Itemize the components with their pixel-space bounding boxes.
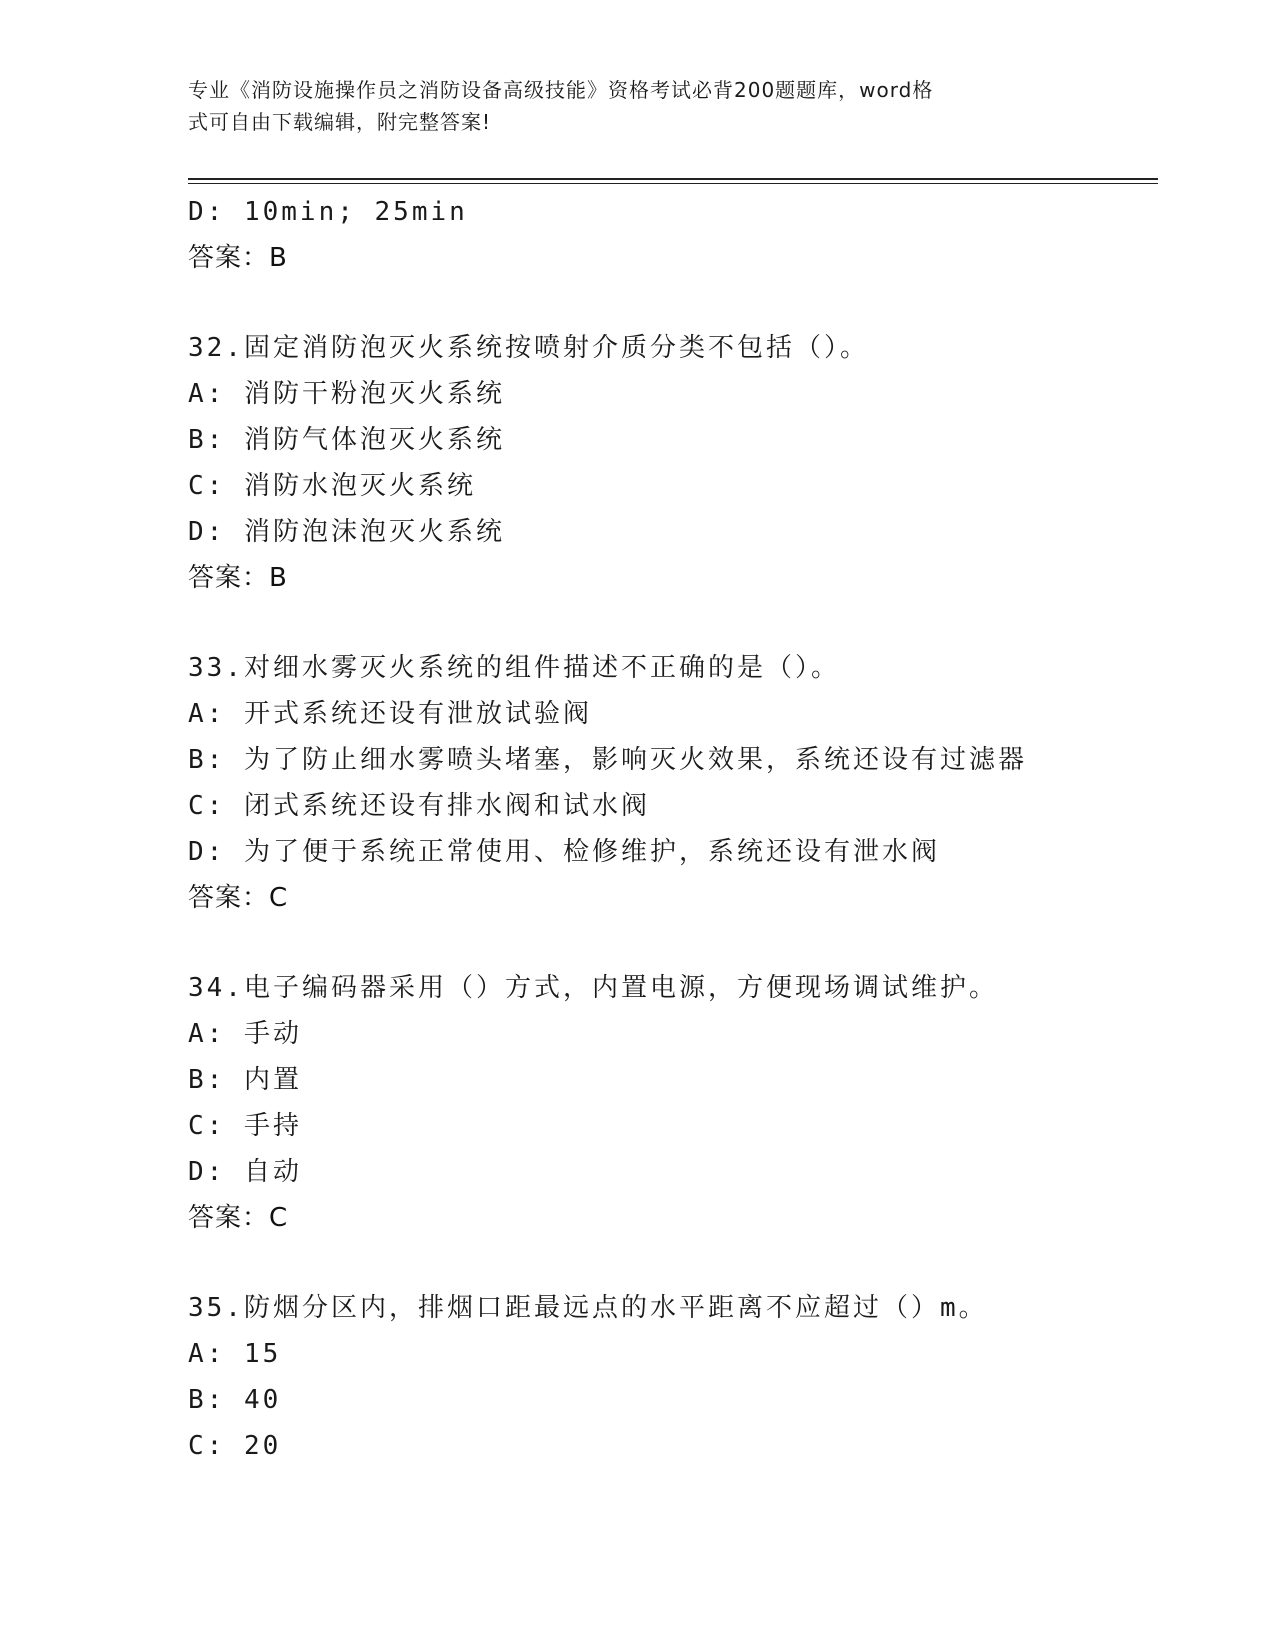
option-c: C: 消防水泡灭火系统 [188, 471, 476, 501]
option-c: C: 手持 [188, 1111, 302, 1141]
answer-line: 答案：C [188, 883, 289, 913]
option-b: B: 为了防止细水雾喷头堵塞，影响灭火效果，系统还设有过滤器 [188, 745, 1027, 775]
question-stem: 34.电子编码器采用（）方式，内置电源，方便现场调试维护。 [188, 973, 998, 1003]
option-c: C: 20 [188, 1431, 282, 1461]
header-divider [188, 178, 1158, 184]
option-d: D: 自动 [188, 1157, 302, 1187]
question-block-33 [188, 645, 1188, 921]
option-line: D: 10min; 25min [188, 197, 468, 227]
option-a: A: 开式系统还设有泄放试验阀 [188, 699, 592, 729]
header-line-2: 式可自由下载编辑，附完整答案! [188, 110, 492, 134]
option-b: B: 消防气体泡灭火系统 [188, 425, 505, 455]
question-stem: 32.固定消防泡灭火系统按喷射介质分类不包括（）。 [188, 333, 869, 363]
question-block-35 [188, 1285, 1188, 1469]
header-line-1: 专业《消防设施操作员之消防设备高级技能》资格考试必背200题题库，word格 [188, 78, 934, 102]
option-a: A: 消防干粉泡灭火系统 [188, 379, 505, 409]
question-stem: 33.对细水雾灭火系统的组件描述不正确的是（）。 [188, 653, 840, 683]
option-b: B: 内置 [188, 1065, 302, 1095]
question-block-34 [188, 965, 1188, 1241]
answer-line: 答案：B [188, 563, 288, 593]
answer-line: 答案：B [188, 243, 288, 273]
answer-line: 答案：C [188, 1203, 289, 1233]
question-stem: 35.防烟分区内，排烟口距最远点的水平距离不应超过（）m。 [188, 1293, 988, 1323]
question-block-32 [188, 325, 1188, 601]
question-block-31 [188, 189, 1188, 281]
document-header [188, 74, 1068, 138]
option-a: A: 15 [188, 1339, 282, 1369]
question-list [188, 189, 1188, 1469]
option-b: B: 40 [188, 1385, 282, 1415]
option-a: A: 手动 [188, 1019, 302, 1049]
option-d: D: 为了便于系统正常使用、检修维护，系统还设有泄水阀 [188, 837, 940, 867]
option-d: D: 消防泡沫泡灭火系统 [188, 517, 505, 547]
option-c: C: 闭式系统还设有排水阀和试水阀 [188, 791, 650, 821]
